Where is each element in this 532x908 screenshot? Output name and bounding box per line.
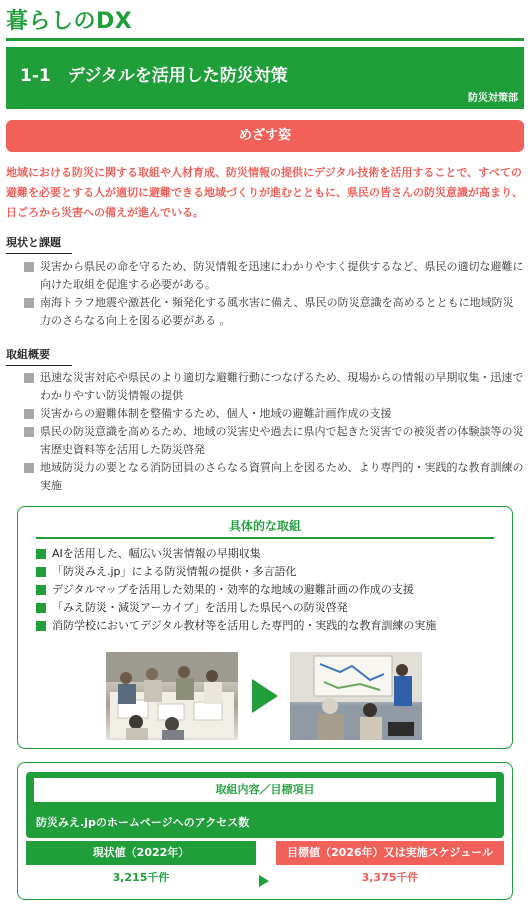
list-item: 迅速な災害対応や県民のより適切な避難行動につなげるため、現場からの情報の早期収集・迅速でわかりやすい防災情報の提供 [24,369,524,405]
metric-box [17,762,513,900]
list-item: 「防災みえ.jp」による防災情報の提供・多言語化 [36,563,502,581]
list-item: 災害から県民の命を守るため、防災情報を迅速にわかりやすく提供するなど、県民の適切な避難に向けた取組を促進する必要がある。 [24,258,524,294]
current-value: 3,215千件 [112,871,170,884]
list-item: 南海トラフ地震や激甚化・頻発化する風水害に備え、県民の防災意識を高めるとともに地域防災力のさらなる向上を図る必要がある 。 [24,294,524,330]
page-title: 暮らしのDX [6,9,133,34]
concrete-initiatives-list [36,545,502,635]
current-value-heading: 現状値（2022年） [26,841,256,865]
section-header [6,47,524,109]
list-item: デジタルマップを活用した効果的・効率的な地域の避難計画の作成の支援 [36,581,502,599]
right-arrow-icon [252,679,278,713]
training-photo [290,652,422,740]
list-item: AIを活用した、幅広い災害情報の早期収集 [36,545,502,563]
list-item: 「みえ防災・減災アーカイブ」を活用した県民への防災啓発 [36,599,502,617]
right-arrow-icon [259,875,269,887]
metric-label: 取組内容／目標項目 [34,778,496,802]
goal-heading: めざす姿 [6,120,524,152]
list-item: 地域防災力の要となる消防団員のさらなる資質向上を図るため、より専門的・実践的な教育訓練の実施 [24,459,524,495]
target-value: 3,375千件 [361,871,419,884]
title-underline [6,38,524,41]
department-label: 防災対策部 [468,93,518,104]
list-item: 災害からの避難体制を整備するため、個人・地域の避難計画作成の支援 [24,405,524,423]
current-issues-heading: 現状と課題 [6,234,72,254]
overview-list [24,369,524,495]
goal-text: 地域における防災に関する取組や人材育成、防災情報の提供にデジタル技術を活用することで、すべての避難を必要とする人が適切に避難できる地域づくりが進むとともに、県民の皆さんの防災意識が高まり、日ごろから災害への備えが進んでいる。 [6,166,523,219]
current-issues-list [24,258,524,330]
overview-heading: 取組概要 [6,346,72,366]
target-value-heading: 目標値（2026年）又は実施スケジュール [276,841,504,865]
list-item: 消防学校においてデジタル教材等を活用した専門的・実践的な教育訓練の実施 [36,617,502,635]
section-title: 1-1 デジタルを活用した防災対策 [20,66,288,86]
metric-summary [26,772,504,838]
workshop-photo [106,652,238,740]
concrete-initiatives-heading: 具体的な取組 [228,519,301,533]
concrete-initiatives-box [17,506,513,749]
metric-name: 防災みえ.jpのホームページへのアクセス数 [36,816,250,829]
list-item: 県民の防災意識を高めるため、地域の災害史や過去に県内で起きた災害での被災者の体験談等の災害歴史資料等を活用した防災啓発 [24,423,524,459]
concrete-heading-rule [36,537,494,539]
